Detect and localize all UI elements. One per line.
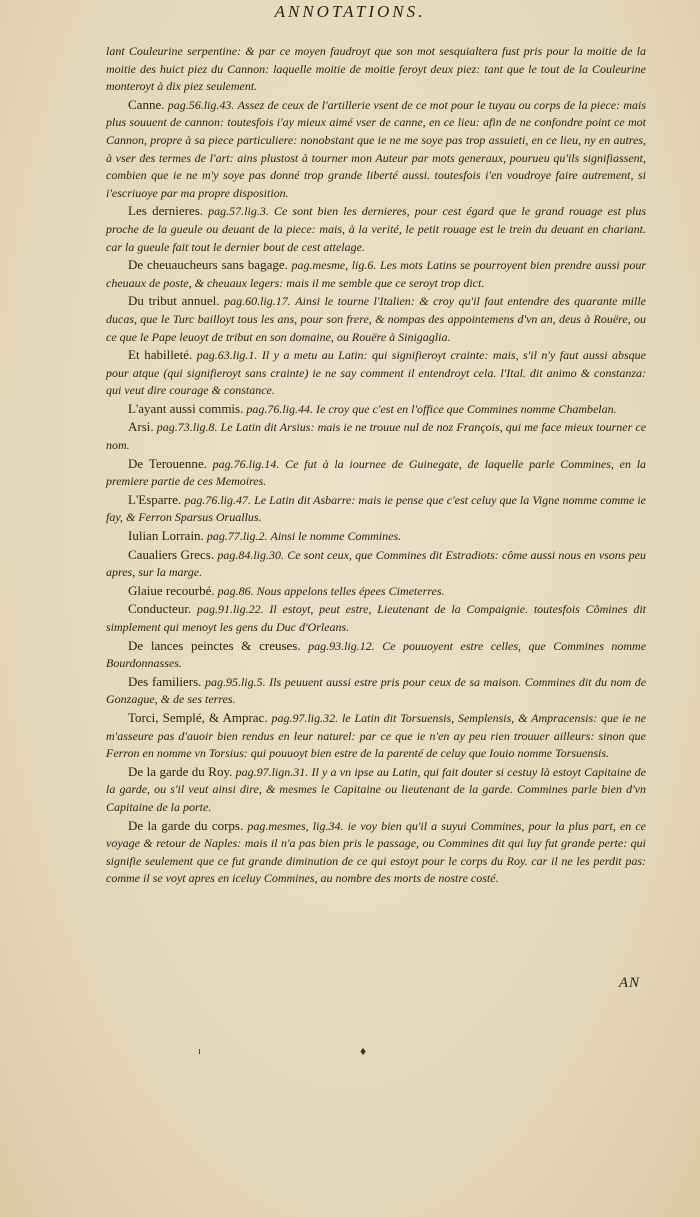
annotation-headword: De Terouenne. [128,455,207,471]
annotation-note: Ce pouuoyent estre celles, que Commines nomme Bourdonnasses. [106,638,647,671]
page-reference: pag.84.lig.30. [217,547,285,562]
page-reference: pag.76.lig.44. [246,401,314,416]
annotation-entry [106,292,646,346]
annotation-entry [106,202,646,256]
annotation-headword: Du tribut annuel. [128,293,220,309]
annotation-headword: Caualiers Grecs. [128,546,215,562]
annotation-entry [106,527,646,546]
page-reference: pag.97.lign.31. [235,764,309,779]
annotation-note: Ils peuuent aussi estre pris pour ceux de sa maison. Commines dit du nom de Gonzague, & de ses terres. [106,674,647,707]
annotation-headword: Conducteur. [128,601,192,617]
annotation-note: Il estoyt, peut estre, Lieutenant de la Compaignie. toutesfois Cõmines dit simplement qui menoyt les gens du Duc d'Orleans. [106,602,647,634]
annotation-note: Il y a metu au Latin: qui signifieroyt crainte: mais, s'il n'y faut aussi absque pour atque (qui signifieroyt sans crainte) ie ne say comment il entendroyt cela. l'Ital. dit animo & constanza: qui veut dire courage & constance. [106,348,647,398]
page-reference: pag.73.lig.8. [156,420,218,435]
annotation-entry [106,491,646,527]
annotation-note: Ce fut à la iournee de Guinegate, de laquelle parle Commines, en la premiere partie de ces Memoires. [106,456,647,489]
annotation-entry [106,455,646,491]
annotation-note: Assez de ceux de l'artillerie vsent de ce mot pour le tuyau ou corps de la piece: mais plus souuent de cannon: toutesfois i'ay mieux aimé vser de canne, en ce lieu: afin de ne confondre point ce mot Cannon, propre à sa piece particuliere: nonobstant que ie ne me soye pas trop assuieti, en ce lieu, ny en autres, à vser des termes de l'art: ains plustost à tourner mon Auteur par mots generaux, pourueu qu'ils signifiassent, combien que ie ne m'y soye pas donné trop grande liberté aussi. toutesfois i'en voudroye faire autrement, si i'escriuoye par ma propre disposition. [106,97,647,200]
annotation-headword: De la garde du Roy. [128,763,233,779]
page-reference: pag.77.lig.2. [206,529,268,544]
page-reference: pag.57.lig.3. [208,204,269,219]
catchword: AN [618,975,640,991]
ink-speck: ı [198,1046,201,1057]
page-reference: pag.mesme, lig.6. [291,258,377,273]
annotation-entry [106,96,646,203]
page-reference: pag.76.lig.14. [212,456,280,471]
annotation-entry [106,582,646,601]
annotation-note: Le Latin dit Arsius: mais ie ne trouue nul de noz François, qui me face mieux tourner ce nom. [106,420,647,453]
annotation-headword: Canne. [128,96,165,112]
annotation-headword: L'Esparre. [128,491,182,507]
annotation-entry [106,400,646,419]
annotation-entry [106,346,646,400]
annotation-note: Il y a vn ipse au Latin, qui fait douter si cestuy là estoyt Capitaine de la garde, ou s'il veut ainsi dire, & mesmes le Capitaine ou lieutenant de la garde. Commines parle bien d'vn Capitaine de la porte. [106,764,646,814]
annotation-entry [106,637,646,673]
page-reference: pag.91.lig.22. [196,602,264,617]
page-reference: pag.76.lig.47. [184,492,251,507]
annotation-note: Ce sont bien les dernieres, pour cest égard que le grand rouage est plus proche de la gueule ou deuant de la piece: mais, à la verité, le petit rouage est le trein du deuant en chariant. car la gueule fait tout le dernier bout de cest attelage. [106,204,647,254]
annotation-headword: Les dernieres. [128,203,204,219]
page-reference: pag.93.lig.12. [308,638,375,653]
annotation-headword: Des familiers. [128,673,202,689]
annotation-headword: L'ayant aussi commis. [128,400,244,416]
page-reference: pag.95.lig.5. [204,674,266,689]
annotation-note: Le Latin dit Asbarre: mais ie pense que c'est celuy que la Vigne nomme comme ie fay, & Ferron Sparsus Oruallus. [106,492,647,525]
annotation-headword: De la garde du corps. [128,817,244,833]
annotation-note: ie voy bien qu'il a suyui Commines, pour la plus part, en ce voyage & retour de Naples: mais il n'a pas bien pris le passage, ou Commines dit qui luy fut grande perte: qui signifie seulement que ce fut grande diminution de ce qui estoyt pour le corps du Roy. car il ne les perdit pas: comme il se voyt apres en iceluy Commines, au nombre des morts de nostre costé. [106,818,646,886]
page-reference: pag.56.lig.43. [167,97,235,112]
annotation-entry [106,817,646,888]
page-reference: pag.86. [217,583,254,598]
annotation-entry [106,673,646,709]
annotation-note: Ainsi le tourne l'Italien: & croy qu'il faut entendre des quarante mille ducas, que le Turc bailloyt tous les ans, pour son frere, & nompas des appointemens d'vn an, deus à Rouëre, ou ce que le Pape leuoyt de tribut en son domaine, ou Rouëre à Sinigaglia. [106,294,647,344]
page-reference: pag.mesmes, lig.34. [247,818,344,833]
annotation-entry [106,418,646,454]
annotation-note: Ie croy que c'est en l'office que Commines nomme Chambelan. [316,401,617,416]
annotation-headword: Glaiue recourbé. [128,582,215,598]
page-reference: pag.60.lig.17. [224,294,291,309]
annotation-entry [106,600,646,636]
annotation-entry [106,709,646,763]
annotation-headword: Et habilleté. [128,347,193,363]
ink-blot: ♦ [360,1044,367,1058]
page-reference: pag.63.lig.1. [196,348,258,363]
annotation-note: Nous appelons telles épees Cimeterres. [256,583,445,598]
annotation-entry [106,43,646,96]
annotation-entry [106,256,646,292]
page-reference: pag.97.lig.32. [271,710,339,725]
annotation-headword: Iulian Lorrain. [128,528,204,544]
annotation-note: le Latin dit Torsuensis, Semplensis, & Ampracensis: que ie ne m'asseure pas d'auoir bien rendus en leur naturel: par ce que ie n'en ay peu rien trouuer ailleurs: sinon que Ferron en nomme vn Torsius: qui pouuoyt bien estre de la parenté de celuy que Iouio nomme Torsuensis. [106,710,646,761]
annotation-text [106,43,646,888]
annotation-note: Les mots Latins se pourroyent bien prendre aussi pour cheuaux de poste, & cheuaux legers: mais il me semble que ce seroyt trop dict. [106,258,646,290]
annotation-entry [106,546,646,582]
running-head: ANNOTATIONS. [274,2,426,21]
annotation-note: Ainsi le nomme Commines. [270,529,402,544]
annotation-entry [106,763,646,817]
annotation-note: Ce sont ceux, que Commines dit Estradiots: côme aussi nous en vsons peu apres, sur la marge. [106,547,647,580]
annotation-headword: De cheuaucheurs sans bagage. [128,257,288,273]
annotation-headword: Torci, Semplé, & Amprac. [128,709,268,725]
annotation-headword: Arsi. [128,419,154,435]
annotation-headword: De lances peinctes & creuses. [128,637,301,653]
annotation-note: lant Couleurine serpentine: & par ce moyen faudroyt que son mot sesquialtera fust pris pour la moitie de la moitie des huict piez du Cannon: laquelle moitie de moitie feroyt deux piez: tant que le tout de la Couleurine monteroyt à dix piez seulement. [106,44,646,94]
